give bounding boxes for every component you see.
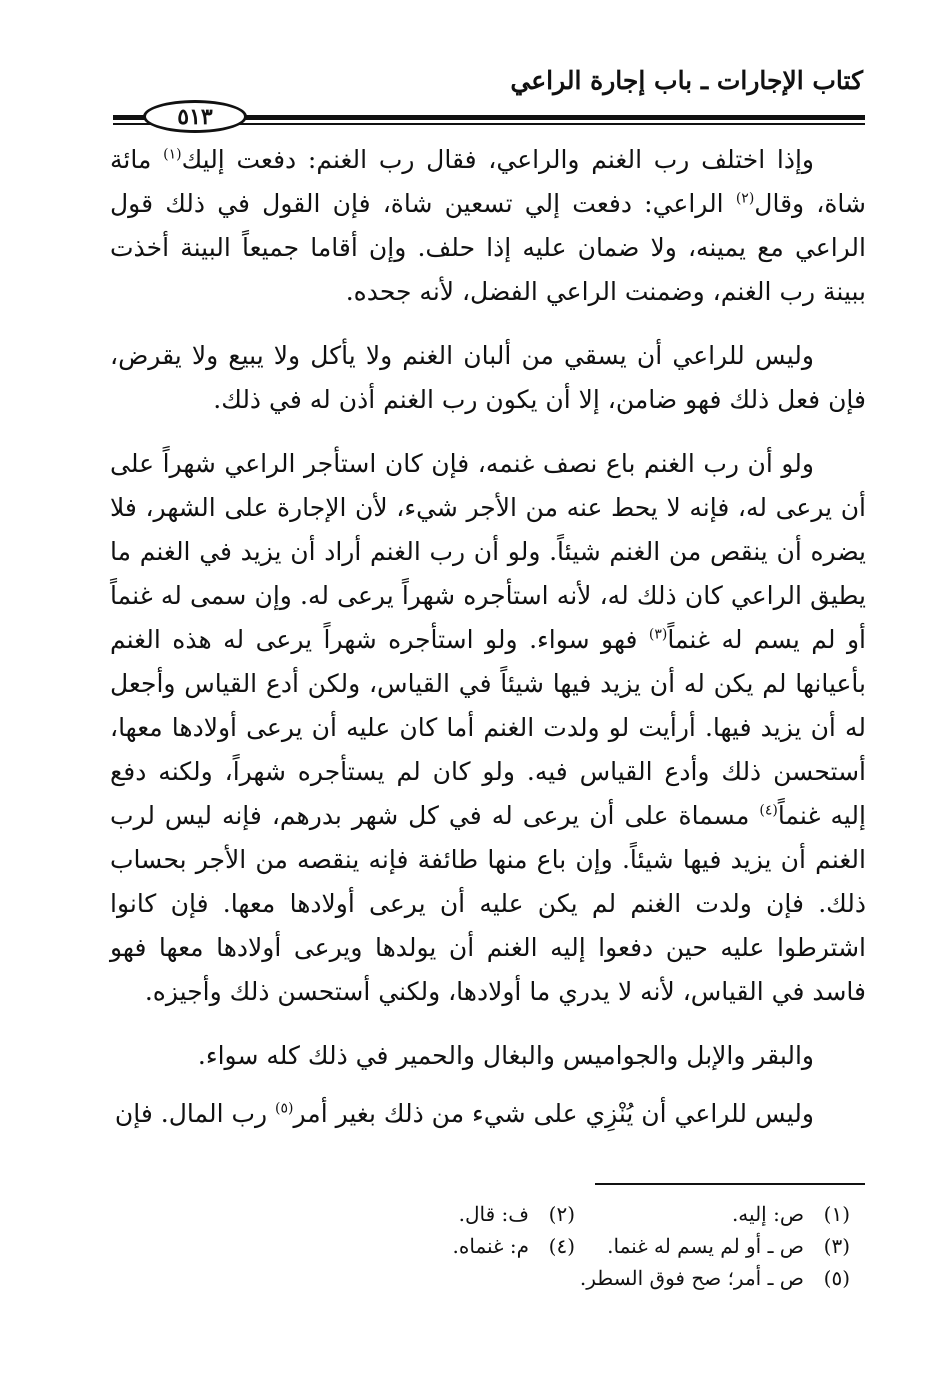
paragraph <box>110 1092 866 1136</box>
footnote-number: (١) <box>823 1202 850 1226</box>
footnote-text: م: غنماه. <box>452 1234 529 1258</box>
footnote-text: ص ـ أو لم يسم له غنما. <box>607 1234 804 1258</box>
footnote-text: ف: قال. <box>458 1202 529 1226</box>
footnote-marker[interactable]: (١) <box>163 146 182 163</box>
paragraph-text: رب المال. فإن <box>114 1099 276 1128</box>
paragraph-text: وليس للراعي أن يُنْزِي على شيء من ذلك بغير أمر <box>293 1099 814 1128</box>
footnote-text: ص: إليه. <box>731 1202 804 1226</box>
footnote <box>300 1230 575 1262</box>
paragraph <box>110 334 866 422</box>
footnote-number: (٢) <box>548 1202 575 1226</box>
footnote <box>575 1262 850 1294</box>
footnote-number: (٥) <box>823 1266 850 1290</box>
footnote-marker[interactable]: (٤) <box>759 802 778 819</box>
footnote-number: (٣) <box>823 1234 850 1258</box>
paragraph-text: والبقر والإبل والجواميس والبغال والحمير في ذلك كله سواء. <box>197 1041 814 1070</box>
paragraph-text: الراعي: دفعت إلي تسعين شاة، فإن القول في ذلك قول الراعي مع يمينه، ولا ضمان عليه إذا حلف. وإن أقاما جميعاً البينة أخذت ببينة رب الغنم، وضمنت الراعي الفضل، لأنه جحده. <box>110 189 866 306</box>
running-title: كتاب الإجارات ـ باب إجارة الراعي <box>510 66 863 95</box>
footnote-separator <box>595 1183 865 1185</box>
footnote-number: (٤) <box>548 1234 575 1258</box>
footnote-marker[interactable]: (٣) <box>648 626 668 643</box>
paragraph-text: مائة شاة، وقال <box>110 145 866 218</box>
paragraph <box>110 442 866 1014</box>
main-text <box>110 138 866 1156</box>
footnote <box>575 1230 850 1262</box>
footnote <box>575 1198 850 1230</box>
paragraph-text: وليس للراعي أن يسقي من ألبان الغنم ولا يأكل ولا يبيع ولا يقرض، فإن فعل ذلك فهو ضامن، إلا أن يكون رب الغنم أذن له في ذلك. <box>110 341 866 414</box>
paragraph-text: وإذا اختلف رب الغنم والراعي، فقال رب الغنم: دفعت إليك <box>181 145 814 174</box>
footnote-row <box>300 1262 850 1294</box>
footnote-row <box>300 1198 850 1230</box>
paragraph-text: ولو أن رب الغنم باع نصف غنمه، فإن كان استأجر الراعي شهراً على أن يرعى له، فإنه لا يحط عنه من الأجر شيء، لأن الإجارة على الشهر، فلا يضره أن ينقص من الغنم شيئاً. ولو أن رب الغنم أراد أن يزيد في الغنم ما يطيق الراعي كان ذلك له، لأنه استأجره شهراً يرعى له. وإن سمى له غنماً أو لم يسم له غنماً <box>110 449 867 654</box>
paragraph-text: فهو سواء. ولو استأجره شهراً يرعى له هذه الغنم بأعيانها لم يكن له أن يزيد فيها شيئاً في القياس، ولكن أدع القياس وأجعل له أن يزيد فيها. أرأيت لو ولدت الغنم أما كان عليه أن يرعى أولادها معها، أستحسن ذلك وأدع القياس فيه. ولو كان لم يستأجره شهراً، ولكنه دفع إليه غنماً <box>110 625 866 830</box>
paragraph <box>110 138 866 314</box>
footnotes <box>300 1198 850 1294</box>
footnote-marker[interactable]: (٢) <box>735 190 755 207</box>
footnote <box>300 1198 575 1230</box>
page-number: ٥١٣ <box>143 100 247 133</box>
paragraph-text: مسماة على أن يرعى له في كل شهر بدرهم، فإنه ليس لرب الغنم أن يزيد فيها شيئاً. وإن باع منها طائفة فإنه ينقصه من الأجر بحساب ذلك. فإن ولدت الغنم لم يكن عليه أن يرعى أولادها معها. فإن كانوا اشترطوا عليه حين دفعوا إليه الغنم أن يولدها ويرعى أولادها معها فهو فاسد في القياس، لأنه لا يدري ما أولادها، ولكني أستحسن ذلك وأجيزه. <box>110 801 866 1006</box>
footnote-text: ص ـ أمر؛ صح فوق السطر. <box>579 1266 804 1290</box>
paragraph <box>110 1034 866 1078</box>
footnote-row <box>300 1230 850 1262</box>
header-rule <box>113 100 865 130</box>
footnote-marker[interactable]: (٥) <box>275 1100 294 1117</box>
